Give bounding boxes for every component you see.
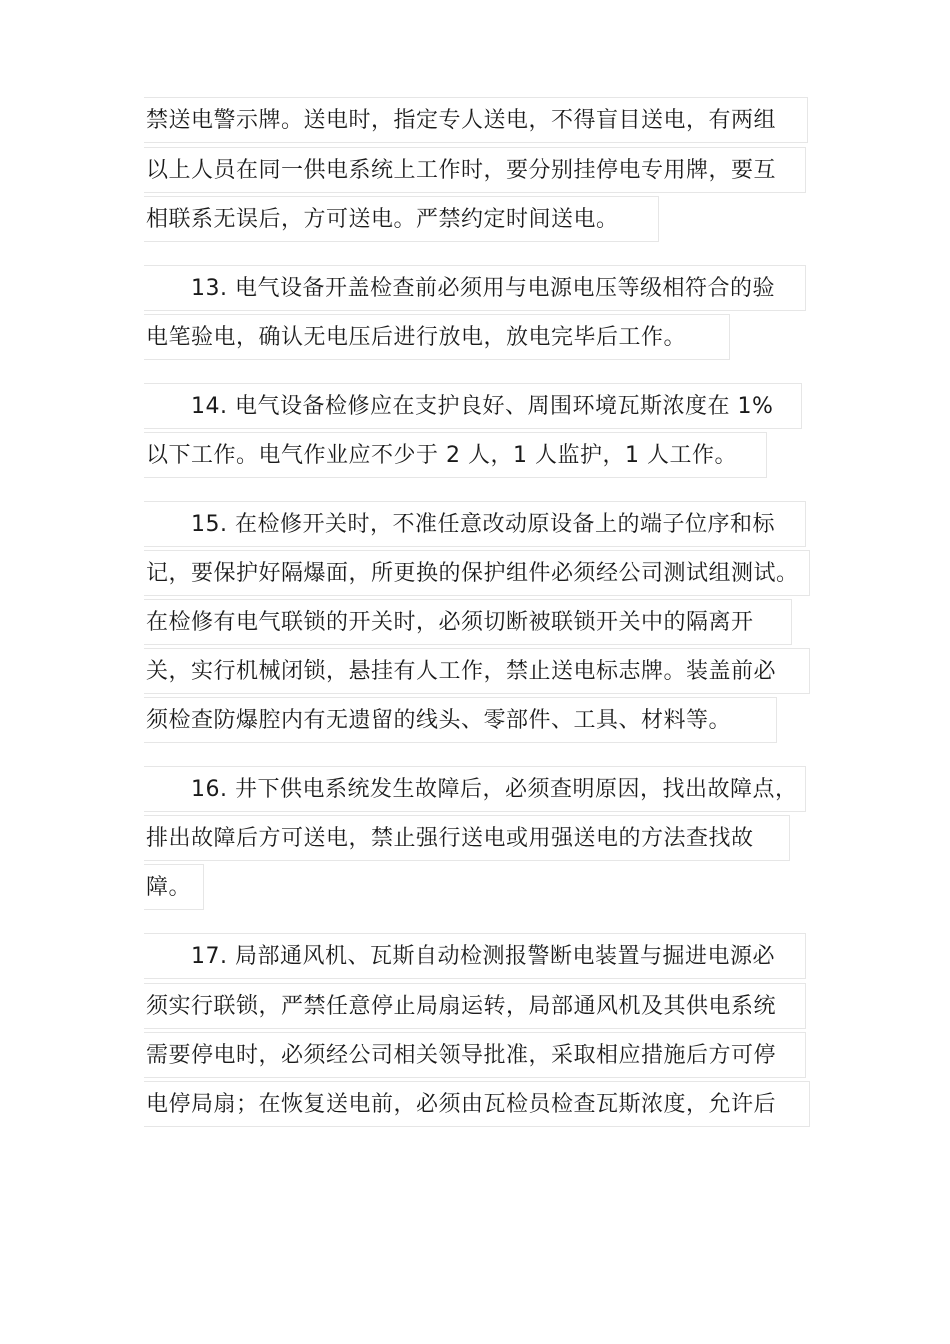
text-line: 以上人员在同一供电系统上工作时，要分别挂停电专用牌，要互 (144, 147, 806, 193)
text-line: 须检查防爆腔内有无遗留的线头、零部件、工具、材料等。 (144, 697, 777, 743)
text-line: 障。 (144, 864, 204, 910)
text-line: 需要停电时，必须经公司相关领导批准，采取相应措施后方可停 (144, 1032, 806, 1078)
text-line: 相联系无误后，方可送电。严禁约定时间送电。 (144, 196, 659, 242)
text-line: 排出故障后方可送电，禁止强行送电或用强送电的方法查找故 (144, 815, 790, 861)
text-line: 电停局扇；在恢复送电前，必须由瓦检员检查瓦斯浓度，允许后 (144, 1081, 810, 1127)
item-14-line-1: 14. 电气设备检修应在支护良好、周围环境瓦斯浓度在 1% (144, 383, 802, 429)
item-17-line-1: 17. 局部通风机、瓦斯自动检测报警断电装置与掘进电源必 (144, 933, 806, 979)
text-line: 在检修有电气联锁的开关时，必须切断被联锁开关中的隔离开 (144, 599, 792, 645)
text-line: 禁送电警示牌。送电时，指定专人送电，不得盲目送电，有两组 (144, 97, 808, 143)
text-line: 电笔验电，确认无电压后进行放电，放电完毕后工作。 (144, 314, 730, 360)
item-15-line-1: 15. 在检修开关时，不准任意改动原设备上的端子位序和标 (144, 501, 806, 547)
text-line: 以下工作。电气作业应不少于 2 人，1 人监护，1 人工作。 (144, 432, 767, 478)
item-13-line-1: 13. 电气设备开盖检查前必须用与电源电压等级相符合的验 (144, 265, 806, 311)
text-line: 关，实行机械闭锁，悬挂有人工作，禁止送电标志牌。装盖前必 (144, 648, 810, 694)
text-line: 记，要保护好隔爆面，所更换的保护组件必须经公司测试组测试。 (144, 550, 810, 596)
item-16-line-1: 16. 井下供电系统发生故障后，必须查明原因，找出故障点， (144, 766, 806, 812)
text-line: 须实行联锁，严禁任意停止局扇运转，局部通风机及其供电系统 (144, 983, 806, 1029)
